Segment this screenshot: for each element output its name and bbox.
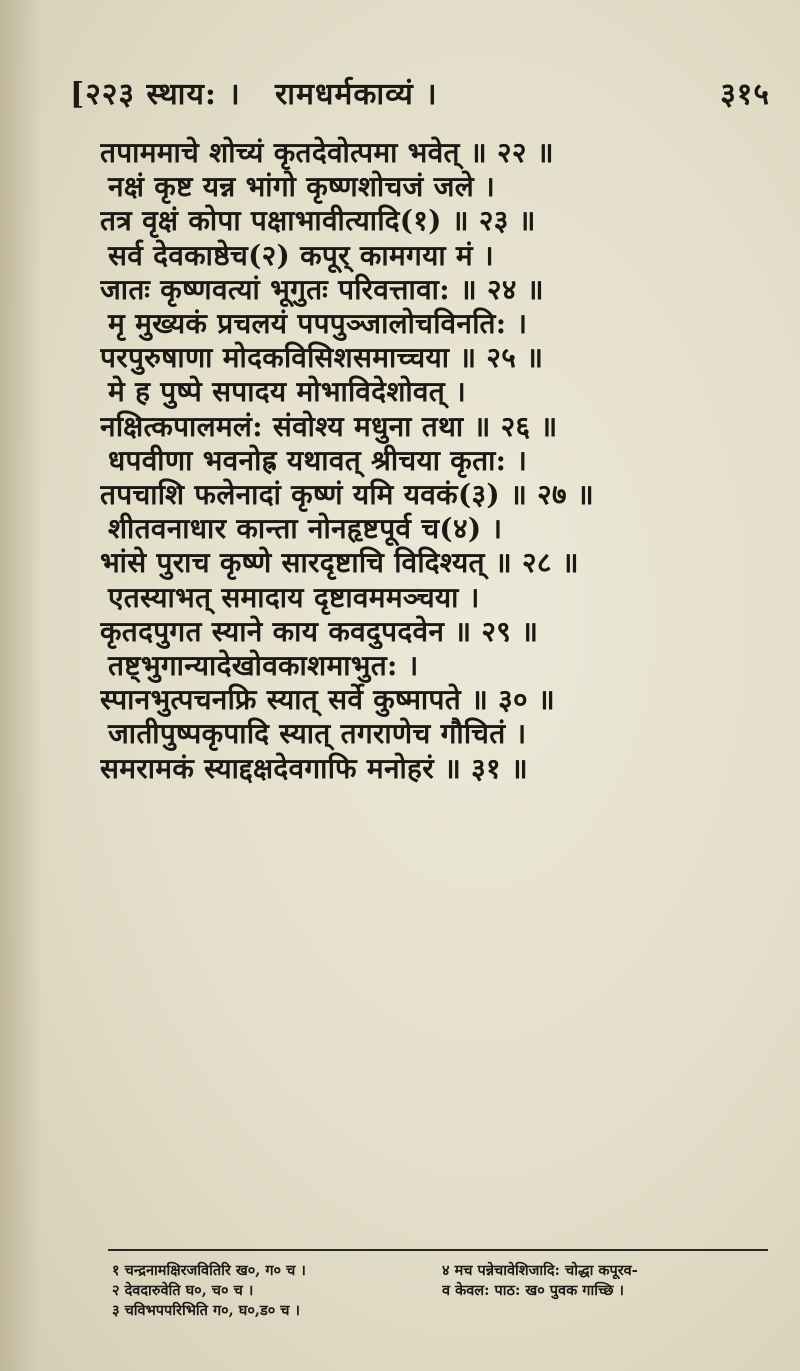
verse-line: नक्षं कृष्ट यन्न भांगो कृष्णशोचजं जले । bbox=[108, 170, 495, 204]
verse-line: मे ह पुष्पे सपादय मोभाविदेशोवत् । bbox=[108, 375, 467, 409]
verse-line: परपुरुषाणा मोदकविसिशसमाच्चया ॥ २५ ॥ bbox=[100, 341, 544, 375]
verse-line: धपवीणा भवनोह्र यथावत् श्रीचया कृता: । bbox=[108, 443, 528, 477]
footnotes-left-column bbox=[112, 1261, 432, 1321]
verse-line: जातीपुष्पकृपादि स्यात् तगराणेच गौचितं । bbox=[108, 717, 527, 751]
verse-line: समरामकं स्याद्दक्षदेवगाफि मनोहरं ॥ ३१ ॥ bbox=[100, 751, 528, 785]
header-chapter: [२२३ स्थाय: । bbox=[70, 77, 241, 112]
footnotes bbox=[112, 1261, 772, 1321]
footnotes-right-column bbox=[442, 1261, 772, 1301]
verse-line: स्पानभुत्पचनफ्रि स्यात् सर्वे कुष्मापते ॥ ३० ॥ bbox=[100, 683, 555, 717]
page-edge-shadow bbox=[0, 0, 42, 1371]
footnote: ४ मच पन्नेचावेशिजादि: चोद्धा कपूरव- bbox=[442, 1262, 638, 1279]
verse-line: तपाममाचे शोच्यं कृतदेवोत्पमा भवेत् ॥ २२ ॥ bbox=[100, 136, 554, 169]
verse-block bbox=[100, 136, 760, 786]
page-number: ३१५ bbox=[720, 77, 770, 112]
footnote: ३ चविभपपरिभिति ग०, घ०,ड० च । bbox=[112, 1302, 301, 1319]
verse-line: जातः कृष्णवत्यां भूगुतः परिवत्तावा: ॥ २४ ॥ bbox=[100, 272, 544, 306]
footnote-divider bbox=[108, 1249, 768, 1251]
footnote: २ देवदारुवेति घ०, च० च । bbox=[112, 1282, 254, 1299]
verse-line: नक्षित्कपालमलं: संवोश्य मधुना तथा ॥ २६ ॥ bbox=[100, 409, 558, 443]
verse-line: तपचाशि फलेनादां कृष्णं यमि यवकं(३) ॥ २७ ॥ bbox=[100, 478, 594, 512]
header-title: रामधर्मकाव्यं । bbox=[275, 77, 438, 112]
running-header bbox=[70, 72, 770, 116]
footnote: १ चन्द्रनामक्षिरजवितिरि ख०, ग० च । bbox=[112, 1262, 306, 1279]
verse-line: कृतदपुगत स्याने काय कवदुपदवेन ॥ २९ ॥ bbox=[100, 614, 539, 648]
verse-line: तष्ट्भुगान्यादेखोवकाशमाभुत: । bbox=[108, 649, 419, 683]
verse-line: सर्व देवकाष्ठेच(२) कपूर् कामगया मं । bbox=[108, 238, 494, 272]
verse-line: भांसे पुराच कृष्णे सारदृष्टाचि विदिश्यत् ॥ २८ ॥ bbox=[100, 546, 579, 580]
verse-line: शीतवनाधार कान्ता नोनहृष्टपूर्व च(४) । bbox=[108, 512, 503, 546]
verse-line: एतस्याभत् समादाय दृष्टावममञ्चया । bbox=[108, 580, 480, 614]
verse-line: तत्र वृक्षं कोपा पक्षाभावीत्यादि(१) ॥ २३ ॥ bbox=[100, 204, 536, 238]
verse-line: मृ मुख्यकं प्रचलयं पपपुञ्जालोचविनति: । bbox=[108, 307, 528, 341]
footnote: व केवल: पाठ: ख० पुवक गाच्छि । bbox=[442, 1282, 625, 1299]
